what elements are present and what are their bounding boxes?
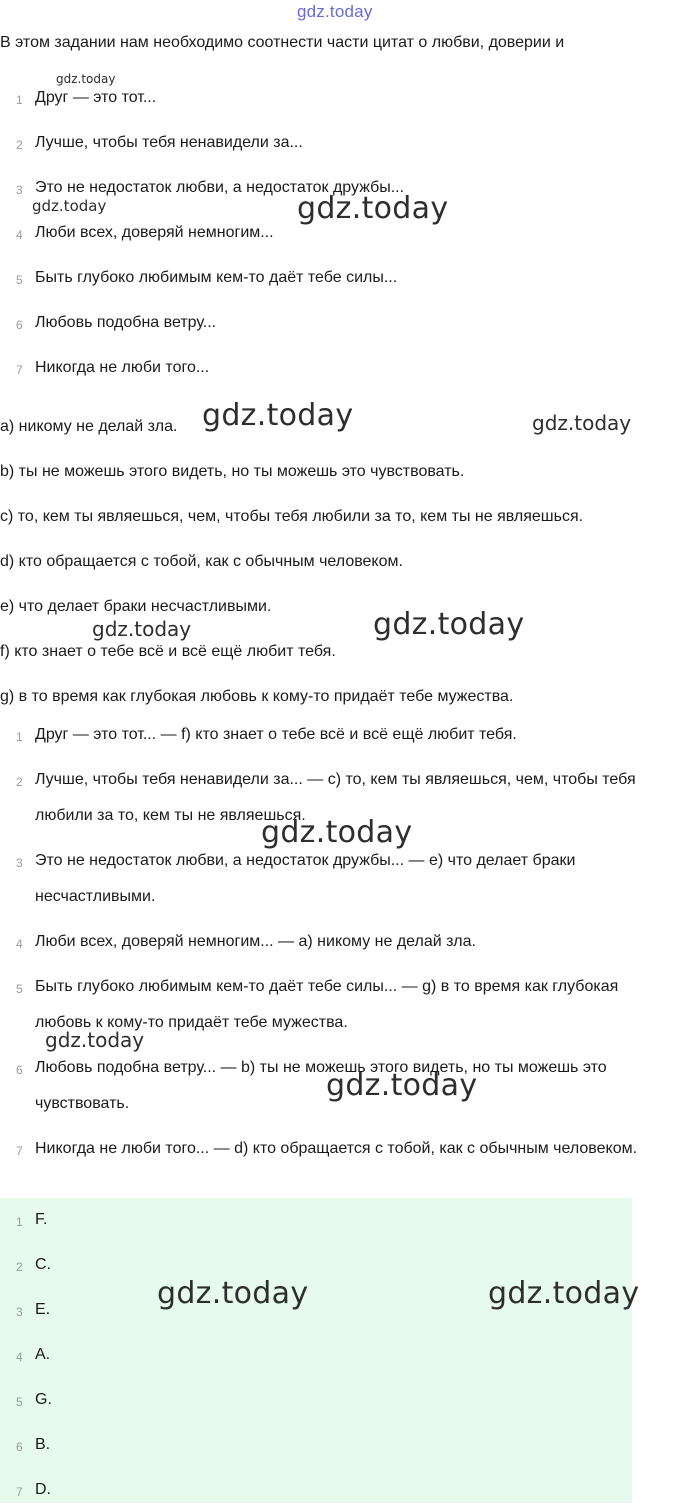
ending-paragraph: f) кто знает о тебе всё и всё ещё любит тебя. — [0, 643, 336, 660]
item-text: G. — [35, 1391, 52, 1408]
ending-paragraph: g) в то время как глубокая любовь к кому-то придаёт тебе мужества. — [0, 688, 514, 705]
item-text: Никогда не люби того... — d) кто обращается с тобой, как с обычным человеком. — [35, 1140, 638, 1157]
item-text: B. — [35, 1436, 51, 1453]
list-item — [0, 268, 660, 298]
item-text: F. — [35, 1211, 48, 1228]
item-number: 6 — [16, 1440, 23, 1454]
item-number: 6 — [16, 1063, 23, 1077]
watermark: gdz.today — [32, 197, 107, 215]
watermark: gdz.today — [56, 72, 116, 86]
item-number: 2 — [16, 138, 23, 152]
watermark: gdz.today — [373, 607, 525, 642]
header-watermark: gdz.today — [297, 2, 373, 21]
item-text: Быть глубоко любимым кем-то даёт тебе силы... — g) в то время как глубокая любовь к кому-то придаёт тебе мужества. — [35, 978, 619, 1031]
ending-paragraph: c) то, кем ты являешься, чем, чтобы тебя любили за то, кем ты не являешься. — [0, 508, 584, 525]
item-number: 1 — [16, 93, 23, 107]
watermark: gdz.today — [92, 617, 192, 641]
list-item — [0, 133, 660, 163]
item-number: 5 — [16, 1395, 23, 1409]
list-item — [0, 851, 660, 917]
watermark: gdz.today — [297, 191, 449, 226]
item-text: Любовь подобна ветру... — [35, 314, 217, 331]
watermark: gdz.today — [45, 1028, 145, 1052]
ending-paragraph: e) что делает браки несчастливыми. — [0, 598, 272, 615]
item-text: E. — [35, 1301, 51, 1318]
intro-text: В этом задании нам необходимо соотнести части цитат о любви, доверии и — [0, 34, 565, 51]
watermark: gdz.today — [261, 815, 413, 850]
list-item — [0, 223, 660, 253]
item-text: Люби всех, доверяй немногим... — [35, 224, 274, 241]
ending-paragraph: a) никому не делай зла. — [0, 418, 178, 435]
item-number: 2 — [16, 1260, 23, 1274]
list-item — [0, 1210, 660, 1240]
list-item — [0, 1345, 660, 1375]
list-item — [0, 313, 660, 343]
list-item — [0, 88, 660, 118]
item-number: 4 — [16, 228, 23, 242]
item-number: 3 — [16, 1305, 23, 1319]
item-text: Друг — это тот... — f) кто знает о тебе всё и всё ещё любит тебя. — [35, 726, 517, 743]
item-number: 1 — [16, 730, 23, 744]
item-text: Лучше, чтобы тебя ненавидели за... — [35, 134, 303, 151]
item-number: 5 — [16, 273, 23, 287]
list-item — [0, 1435, 660, 1465]
item-number: 6 — [16, 318, 23, 332]
ending-paragraph: b) ты не можешь этого видеть, но ты можешь это чувствовать. — [0, 463, 465, 480]
item-number: 7 — [16, 363, 23, 377]
watermark: gdz.today — [202, 398, 354, 433]
item-text: D. — [35, 1481, 51, 1498]
item-number: 7 — [16, 1144, 23, 1158]
item-text: Лучше, чтобы тебя ненавидели за... — c) то, кем ты являешься, чем, чтобы тебя любили за то, кем ты не являешься. — [35, 771, 636, 824]
item-text: A. — [35, 1346, 51, 1363]
item-number: 7 — [16, 1485, 23, 1499]
item-number: 5 — [16, 982, 23, 996]
item-text: Никогда не люби того... — [35, 359, 210, 376]
list-item — [0, 358, 660, 388]
list-item — [0, 1480, 660, 1502]
ending-paragraph: d) кто обращается с тобой, как с обычным человеком. — [0, 553, 403, 570]
item-text: Друг — это тот... — [35, 89, 157, 106]
watermark: gdz.today — [532, 411, 632, 435]
list-item — [0, 725, 660, 755]
item-text: C. — [35, 1256, 51, 1273]
item-number: 1 — [16, 1215, 23, 1229]
watermark: gdz.today — [157, 1276, 309, 1311]
item-text: Это не недостаток любви, а недостаток дружбы... — [35, 179, 405, 196]
item-text: Быть глубоко любимым кем-то даёт тебе силы... — [35, 269, 398, 286]
item-number: 4 — [16, 1350, 23, 1364]
item-text: Люби всех, доверяй немногим... — a) никому не делай зла. — [35, 933, 476, 950]
item-number: 3 — [16, 183, 23, 197]
list-item — [0, 1390, 660, 1420]
list-item — [0, 932, 660, 962]
watermark: gdz.today — [488, 1276, 640, 1311]
item-number: 2 — [16, 775, 23, 789]
watermark: gdz.today — [326, 1068, 478, 1103]
item-number: 4 — [16, 937, 23, 951]
list-item — [0, 1139, 660, 1205]
item-number: 3 — [16, 856, 23, 870]
item-text: Это не недостаток любви, а недостаток дружбы... — e) что делает браки несчастливыми. — [35, 852, 576, 905]
item-text: Любовь подобна ветру... — b) ты не можешь этого видеть, но ты можешь это чувствовать. — [35, 1059, 607, 1112]
